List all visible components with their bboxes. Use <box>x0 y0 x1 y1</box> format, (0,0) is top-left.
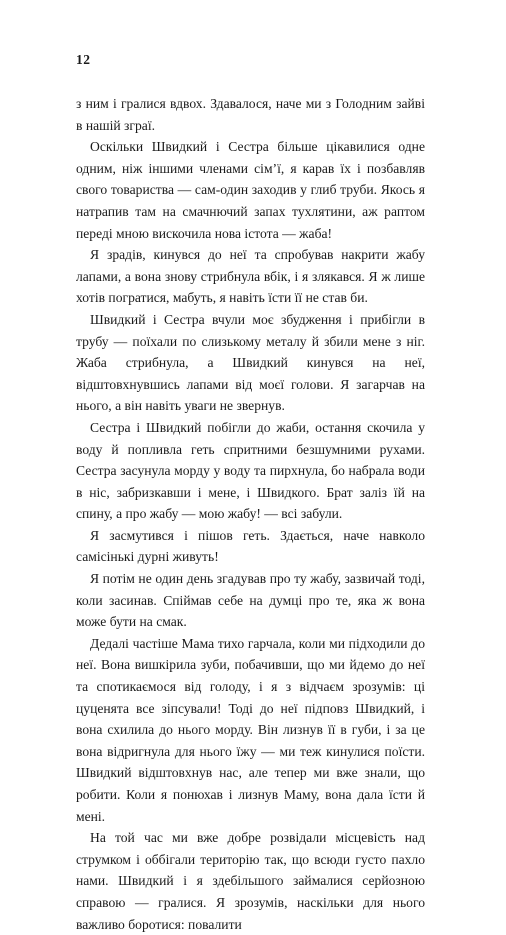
paragraph: Я потім не один день згадував про ту жабу, зазвичай тоді, коли засинав. Спіймав себе на думці про те, яка ж вона може бути на смак. <box>76 571 425 630</box>
paragraph: Сестра і Швидкий побігли до жаби, остання скочила у воду й попливла геть спритними безшумними рухами. Сестра засунула морду у воду та пирхнула, бо набрала води в ніс, забризкавши і мене, і Швидкого. Брат заліз їй на спину, а про жабу — мою жабу! — всі забули. <box>76 419 425 522</box>
paragraph: Швидкий і Сестра вчули моє збудження і прибігли в трубу — поїхали по слизькому металу й збили мене з ніг. Жаба стрибнула, а Швидкий кинувся на неї, відштовхнувшись лапами від моєї голови. Я загарчав на нього, а він навіть уваги не звернув. <box>76 311 425 414</box>
paragraph: Дедалі частіше Мама тихо гарчала, коли ми підходили до неї. Вона вишкірила зуби, побачивши, що ми йдемо до неї та спотикаємося від голоду, і я з відчаєм зрозумів: ці цуценята все зіпсували! Тоді до неї підповз Швидкий, і вона схилила до нього морду. Він лизнув її в губи, і за це вона відригнула для нього їжу — ми теж кинулися поїсти. Швидкий відштовхнув нас, але тепер ми вже знали, що робити. Коли я понюхав і лизнув Маму, вона дала їсти й мені. <box>76 635 425 824</box>
page-number: 12 <box>76 52 91 67</box>
paragraph: Я засмутився і пішов геть. Здається, наче навколо самісінькі дурні живуть! <box>76 527 425 565</box>
paragraph: з ним і гралися вдвох. Здавалося, наче ми з Голодним зайві в нашій зграї. <box>76 96 425 133</box>
text-body <box>76 93 425 935</box>
paragraph: На той час ми вже добре розвідали місцевість над струмком і оббігали територію так, що всюди густо пахло нами. Швидкий і я здебільшого займалися серйозною справою — гралися. Я зрозумів, наскільки для нього важливо боротися: повалити <box>76 830 425 932</box>
paragraph: Оскільки Швидкий і Сестра більше цікавилися одне одним, ніж іншими членами сім’ї, я карав їх і позбавляв свого товариства — сам-один заходив у глиб труби. Якось я натрапив там на смачнючий запах тухлятини, аж раптом переді мною вискочила нова істота — жаба! <box>76 139 425 241</box>
paragraph: Я зрадів, кинувся до неї та спробував накрити жабу лапами, а вона знову стрибнула вбік, і я злякався. Я ж лише хотів погратися, мабуть, я навіть їсти її не став би. <box>76 247 425 306</box>
